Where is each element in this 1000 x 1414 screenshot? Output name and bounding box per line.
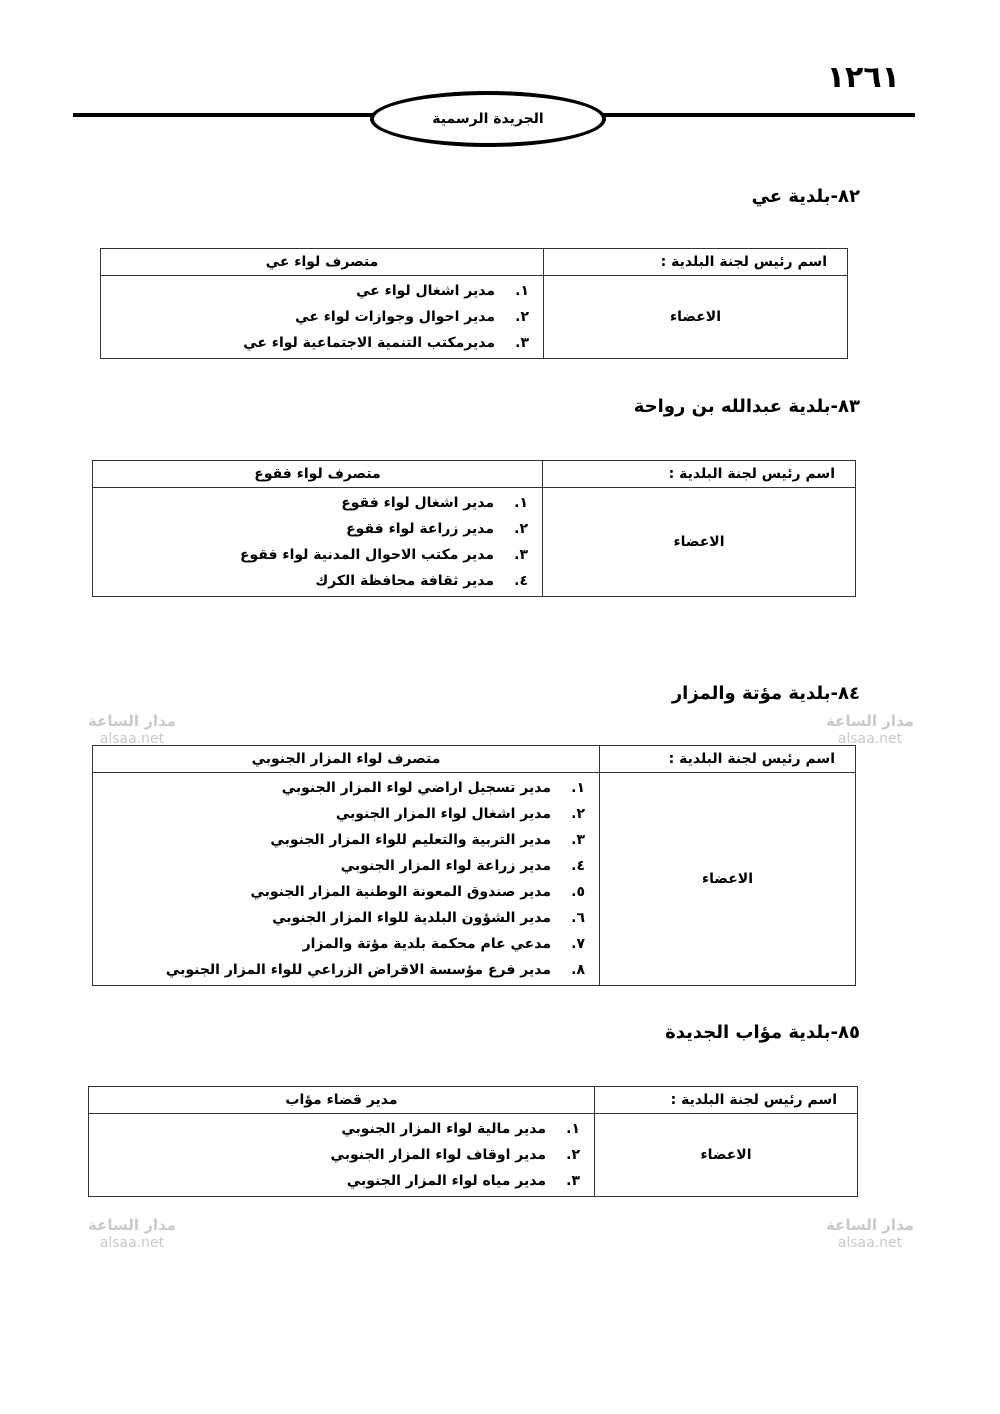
chair-label: اسم رئيس لجنة البلدية : (543, 461, 856, 488)
list-item: ٧.مدعي عام محكمة بلدية مؤتة والمزار (302, 936, 585, 952)
list-item: ٦.مدير الشؤون البلدية للواء المزار الجنوبي (272, 910, 585, 926)
list-item: ١.مدير مالية لواء المزار الجنوبي (341, 1121, 580, 1137)
list-item: ٢.مدير اوقاف لواء المزار الجنوبي (330, 1147, 580, 1163)
section-title-83: ٨٣-بلدية عبدالله بن رواحة (633, 396, 860, 417)
section-title-82: ٨٢-بلدية عي (751, 186, 860, 207)
list-item: ٣.مدير التربية والتعليم للواء المزار الجنوبي (270, 832, 585, 848)
section-table-85 (88, 1086, 858, 1197)
member-list (89, 1114, 594, 1196)
chair-value: متصرف لواء المزار الجنوبي (93, 746, 600, 773)
list-item: ٣.مدير مياه لواء المزار الجنوبي (346, 1173, 580, 1189)
chair-value: متصرف لواء عي (101, 249, 544, 276)
page-number: ١٢٦١ (826, 60, 900, 95)
members-label: الاعضاء (595, 1114, 858, 1197)
list-item: ١.مدير اشغال لواء فقوع (341, 495, 528, 511)
chair-label: اسم رئيس لجنة البلدية : (595, 1087, 858, 1114)
list-item: ٣.مدير مكتب الاحوال المدنية لواء فقوع (239, 547, 528, 563)
section-title-85: ٨٥-بلدية مؤاب الجديدة (665, 1022, 860, 1043)
members-label: الاعضاء (544, 276, 848, 359)
member-list (93, 488, 542, 596)
members-label: الاعضاء (600, 773, 856, 986)
members-cell (89, 1114, 595, 1197)
chair-value: مدير قضاء مؤاب (89, 1087, 595, 1114)
member-list (101, 276, 543, 358)
list-item: ٢.مدير اشغال لواء المزار الجنوبي (335, 806, 585, 822)
members-label: الاعضاء (543, 488, 856, 597)
list-item: ١.مدير اشغال لواء عي (356, 283, 529, 299)
chair-label: اسم رئيس لجنة البلدية : (600, 746, 856, 773)
list-item: ٥.مدير صندوق المعونة الوطنية المزار الجنوبي (250, 884, 585, 900)
watermark: مدار الساعة alsaa.net (826, 1216, 914, 1251)
chair-label: اسم رئيس لجنة البلدية : (544, 249, 848, 276)
gazette-title-oval (370, 91, 606, 147)
members-cell (101, 276, 544, 359)
members-cell (93, 488, 543, 597)
watermark: مدار الساعة alsaa.net (88, 1216, 176, 1251)
list-item: ٤.مدير زراعة لواء المزار الجنوبي (340, 858, 585, 874)
list-item: ٤.مدير ثقافة محافظة الكرك (315, 573, 528, 589)
section-table-83 (92, 460, 856, 597)
chair-value: متصرف لواء فقوع (93, 461, 543, 488)
section-table-84 (92, 745, 856, 986)
list-item: ٢.مدير احوال وجوازات لواء عي (295, 309, 529, 325)
section-title-84: ٨٤-بلدية مؤتة والمزار (671, 683, 860, 704)
watermark: مدار الساعة alsaa.net (88, 712, 176, 747)
watermark: مدار الساعة alsaa.net (826, 712, 914, 747)
list-item: ٨.مدير فرع مؤسسة الاقراض الزراعي للواء المزار الجنوبي (165, 962, 585, 978)
gazette-title: الجريدة الرسمية (432, 111, 544, 127)
list-item: ٢.مدير زراعة لواء فقوع (346, 521, 528, 537)
list-item: ١.مدير تسجيل اراضي لواء المزار الجنوبي (281, 780, 585, 796)
section-table-82 (100, 248, 848, 359)
members-cell (93, 773, 600, 986)
list-item: ٣.مديرمكتب التنمية الاجتماعية لواء عي (243, 335, 529, 351)
member-list (93, 773, 599, 985)
